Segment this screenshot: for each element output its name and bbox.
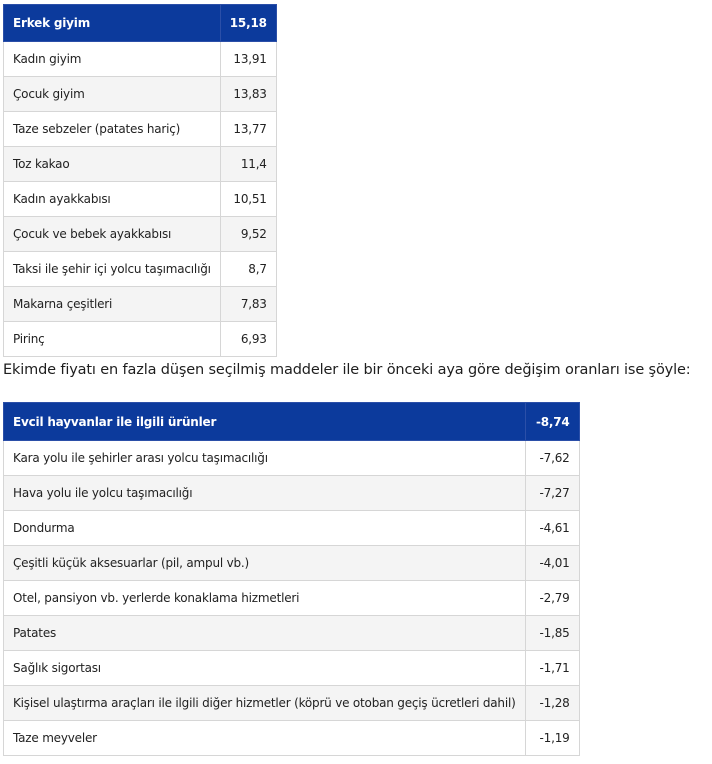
table-row xyxy=(4,511,580,546)
value-cell: -2,79 xyxy=(525,581,579,616)
table-row xyxy=(4,77,277,112)
value-cell: -4,01 xyxy=(525,546,579,581)
item-cell: Kişisel ulaştırma araçları ile ilgili diğer hizmetler (köprü ve otoban geçiş ücretleri dahil) xyxy=(4,686,526,721)
table-row xyxy=(4,616,580,651)
table-row xyxy=(4,721,580,756)
item-cell: Kadın ayakkabısı xyxy=(4,182,221,217)
table-row xyxy=(4,112,277,147)
header-value-cell: 15,18 xyxy=(220,5,276,42)
value-cell: 13,83 xyxy=(220,77,276,112)
header-item-cell: Erkek giyim xyxy=(4,5,221,42)
table-row xyxy=(4,252,277,287)
value-cell: -4,61 xyxy=(525,511,579,546)
price-increases-table xyxy=(3,4,277,357)
item-cell: Dondurma xyxy=(4,511,526,546)
item-cell: Çocuk ve bebek ayakkabısı xyxy=(4,217,221,252)
table-row xyxy=(4,651,580,686)
table-row xyxy=(4,182,277,217)
table-row xyxy=(4,476,580,511)
item-cell: Sağlık sigortası xyxy=(4,651,526,686)
table-row xyxy=(4,322,277,357)
item-cell: Otel, pansiyon vb. yerlerde konaklama hizmetleri xyxy=(4,581,526,616)
intro-paragraph: Ekimde fiyatı en fazla düşen seçilmiş maddeler ile bir önceki aya göre değişim oranları ise şöyle: xyxy=(3,362,691,378)
value-cell: 13,77 xyxy=(220,112,276,147)
item-cell: Çeşitli küçük aksesuarlar (pil, ampul vb.) xyxy=(4,546,526,581)
header-value-cell: -8,74 xyxy=(525,403,579,441)
value-cell: -1,28 xyxy=(525,686,579,721)
item-cell: Taze sebzeler (patates hariç) xyxy=(4,112,221,147)
item-cell: Çocuk giyim xyxy=(4,77,221,112)
value-cell: 6,93 xyxy=(220,322,276,357)
table-row xyxy=(4,42,277,77)
table-row xyxy=(4,441,580,476)
value-cell: 13,91 xyxy=(220,42,276,77)
value-cell: 8,7 xyxy=(220,252,276,287)
item-cell: Makarna çeşitleri xyxy=(4,287,221,322)
item-cell: Kadın giyim xyxy=(4,42,221,77)
value-cell: -7,62 xyxy=(525,441,579,476)
price-decreases-table xyxy=(3,402,580,756)
value-cell: 10,51 xyxy=(220,182,276,217)
item-cell: Hava yolu ile yolcu taşımacılığı xyxy=(4,476,526,511)
value-cell: -1,71 xyxy=(525,651,579,686)
value-cell: 7,83 xyxy=(220,287,276,322)
item-cell: Pirinç xyxy=(4,322,221,357)
item-cell: Taksi ile şehir içi yolcu taşımacılığı xyxy=(4,252,221,287)
table-header-row xyxy=(4,403,580,441)
item-cell: Kara yolu ile şehirler arası yolcu taşımacılığı xyxy=(4,441,526,476)
table-row xyxy=(4,147,277,182)
table-header-row xyxy=(4,5,277,42)
table-row xyxy=(4,287,277,322)
value-cell: -1,19 xyxy=(525,721,579,756)
value-cell: 11,4 xyxy=(220,147,276,182)
table-row xyxy=(4,217,277,252)
table-row xyxy=(4,581,580,616)
table-row xyxy=(4,546,580,581)
header-item-cell: Evcil hayvanlar ile ilgili ürünler xyxy=(4,403,526,441)
item-cell: Toz kakao xyxy=(4,147,221,182)
item-cell: Taze meyveler xyxy=(4,721,526,756)
value-cell: -1,85 xyxy=(525,616,579,651)
value-cell: 9,52 xyxy=(220,217,276,252)
value-cell: -7,27 xyxy=(525,476,579,511)
item-cell: Patates xyxy=(4,616,526,651)
table-row xyxy=(4,686,580,721)
